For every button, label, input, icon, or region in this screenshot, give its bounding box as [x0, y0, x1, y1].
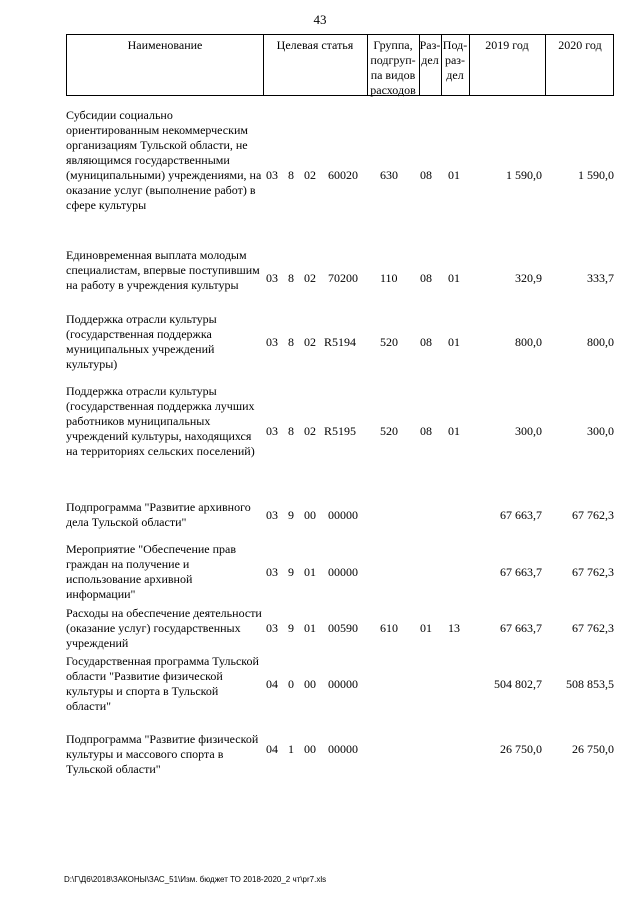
row-2019: 504 802,7: [494, 677, 542, 691]
row-2020: 67 762,3: [572, 565, 614, 579]
row-group: 630: [380, 168, 398, 182]
header-section-line: Раз-: [419, 38, 441, 52]
row-name: Субсидии социально ориентированным некоммерческим организациям Тульской области, не являющимся государственными (муниципальными) учреждениями, на оказание услуг (выполнение работ) в сфере культуры: [66, 108, 262, 212]
code-event: 02: [304, 335, 316, 349]
code-subprogram: 9: [288, 565, 294, 579]
row-2020: 300,0: [587, 424, 614, 438]
page-number: 43: [313, 12, 327, 27]
row-2019: 67 663,7: [500, 621, 542, 635]
table-row: [66, 312, 614, 374]
row-section: 08: [420, 168, 432, 182]
table-row: [66, 606, 614, 652]
code-program: 03: [266, 621, 278, 635]
code-program: 03: [266, 424, 278, 438]
row-name: Расходы на обеспечение деятельности (оказание услуг) государственных учреждений: [66, 606, 262, 650]
table-row: [66, 248, 614, 310]
row-2019: 320,9: [515, 271, 542, 285]
code-direction: 00000: [328, 565, 358, 579]
row-name: Поддержка отрасли культуры (государственная поддержка лучших работников муниципальных учреждений культуры, находящихся на территориях сельских поселений): [66, 384, 255, 458]
row-name: Подпрограмма "Развитие физической культуры и массового спорта в Тульской области": [66, 732, 259, 776]
header-group-line: подгруп-: [370, 53, 416, 67]
row-2019: 26 750,0: [500, 742, 542, 756]
row-subsection: 01: [448, 271, 460, 285]
header-group-line: расходов: [370, 83, 416, 97]
header-group-line: па видов: [370, 68, 416, 82]
row-name: Государственная программа Тульской области "Развитие физической культуры и спорта в Тульской области": [66, 654, 259, 713]
row-2019: 67 663,7: [500, 565, 542, 579]
code-program: 04: [266, 742, 278, 756]
table-header: [66, 34, 614, 96]
table-row: [66, 732, 614, 778]
code-direction: 00000: [328, 508, 358, 522]
row-2020: 800,0: [587, 335, 614, 349]
code-subprogram: 8: [288, 335, 294, 349]
header-subsection-line: дел: [446, 68, 464, 82]
code-program: 03: [266, 168, 278, 182]
code-program: 03: [266, 335, 278, 349]
header-section: [419, 35, 441, 95]
row-2020: 333,7: [587, 271, 614, 285]
row-subsection: 01: [448, 424, 460, 438]
code-direction: 00000: [328, 742, 358, 756]
row-section: 08: [420, 335, 432, 349]
table-row: [66, 654, 614, 716]
code-event: 00: [304, 508, 316, 522]
table-row: [66, 500, 614, 532]
header-group: [367, 35, 419, 95]
code-direction: R5195: [324, 424, 357, 438]
table-row: [66, 108, 614, 238]
row-group: 520: [380, 424, 398, 438]
file-path-footer: D:\Г\Д6\2018\ЗАКОНЫ\ЗАС_51\Изм. бюджет ТО 2018-2020_2 чт\pr7.xls: [64, 875, 327, 884]
code-subprogram: 8: [288, 271, 294, 285]
code-program: 04: [266, 677, 278, 691]
row-2020: 67 762,3: [572, 621, 614, 635]
row-2019: 800,0: [515, 335, 542, 349]
code-direction: 60020: [328, 168, 358, 182]
row-group: 110: [380, 271, 398, 285]
code-event: 00: [304, 677, 316, 691]
code-event: 01: [304, 565, 316, 579]
code-program: 03: [266, 271, 278, 285]
code-event: 02: [304, 271, 316, 285]
code-subprogram: 1: [288, 742, 294, 756]
code-event: 00: [304, 742, 316, 756]
row-2019: 300,0: [515, 424, 542, 438]
row-group: 610: [380, 621, 398, 635]
header-subsection-line: раз-: [444, 53, 466, 67]
header-name: Наименование: [127, 38, 203, 52]
code-direction: 70200: [328, 271, 358, 285]
code-direction: R5194: [324, 335, 357, 349]
row-group: 520: [380, 335, 398, 349]
row-subsection: 13: [448, 621, 460, 635]
row-2019: 1 590,0: [506, 168, 542, 182]
header-subsection: [441, 35, 469, 95]
table-row: [66, 542, 614, 604]
code-direction: 00590: [328, 621, 358, 635]
code-event: 02: [304, 424, 316, 438]
code-subprogram: 9: [288, 508, 294, 522]
code-event: 02: [304, 168, 316, 182]
header-subsection-line: Под-: [442, 38, 468, 52]
row-2020: 26 750,0: [572, 742, 614, 756]
code-subprogram: 0: [288, 677, 294, 691]
code-program: 03: [266, 508, 278, 522]
code-subprogram: 9: [288, 621, 294, 635]
header-target: Целевая статья: [276, 38, 354, 52]
row-2020: 508 853,5: [566, 677, 614, 691]
row-name: Поддержка отрасли культуры (государственная поддержка муниципальных учреждений культуры): [66, 312, 217, 371]
table-row: [66, 384, 614, 480]
row-name: Единовременная выплата молодым специалистам, впервые поступившим на работу в учреждения культуры: [66, 248, 260, 292]
row-2019: 67 663,7: [500, 508, 542, 522]
row-name: Мероприятие "Обеспечение прав граждан на получение и использование архивной информации": [66, 542, 237, 601]
header-2019: 2019 год: [485, 38, 529, 52]
row-subsection: 01: [448, 335, 460, 349]
code-program: 03: [266, 565, 278, 579]
row-name: Подпрограмма "Развитие архивного дела Тульской области": [66, 500, 251, 529]
row-section: 08: [420, 424, 432, 438]
row-section: 08: [420, 271, 432, 285]
code-subprogram: 8: [288, 168, 294, 182]
header-group-line: Группа,: [373, 38, 413, 52]
row-2020: 1 590,0: [578, 168, 614, 182]
header-section-line: дел: [421, 53, 439, 67]
row-subsection: 01: [448, 168, 460, 182]
row-2020: 67 762,3: [572, 508, 614, 522]
header-2020: 2020 год: [558, 38, 602, 52]
code-direction: 00000: [328, 677, 358, 691]
row-section: 01: [420, 621, 432, 635]
code-event: 01: [304, 621, 316, 635]
code-subprogram: 8: [288, 424, 294, 438]
